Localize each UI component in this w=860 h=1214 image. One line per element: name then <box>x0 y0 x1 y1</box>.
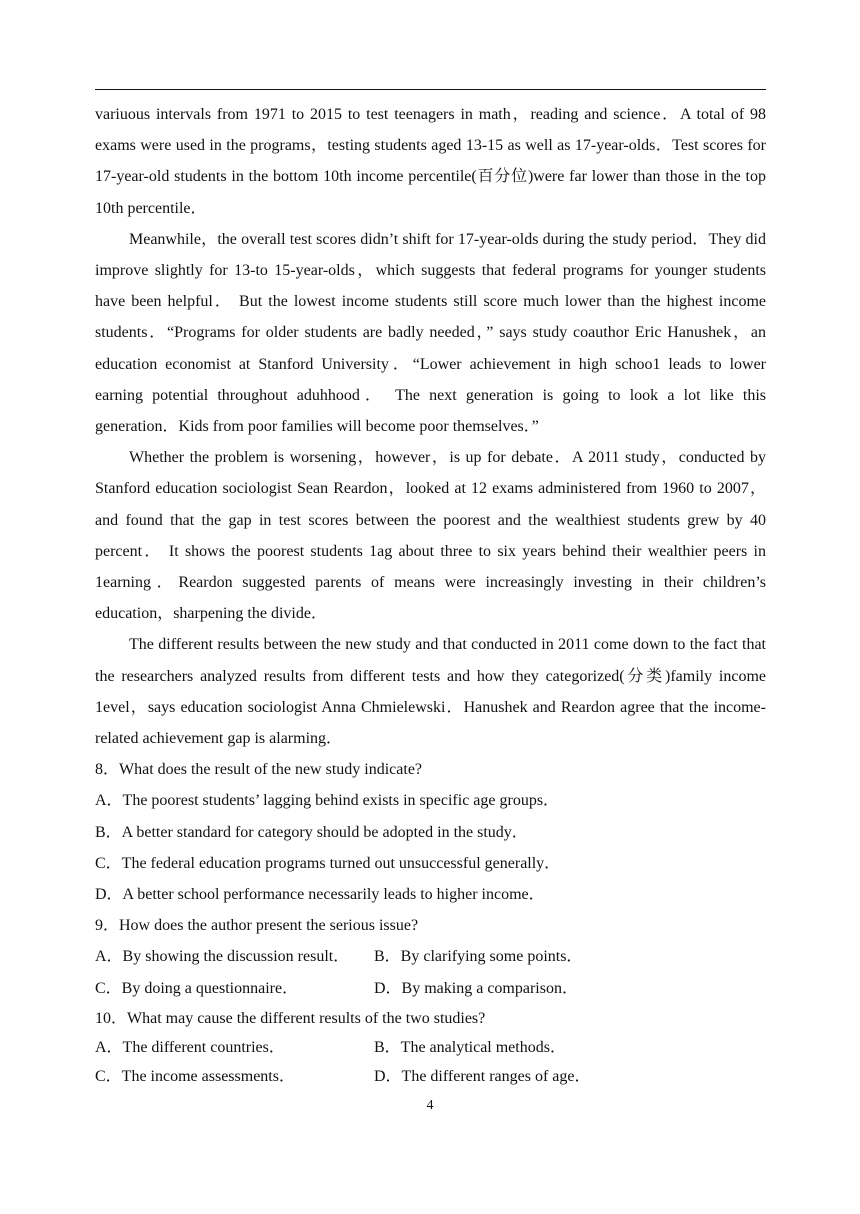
question-8 <box>95 754 766 910</box>
option-b: B．A better standard for category should be adopted in the study． <box>95 823 528 841</box>
question-stem: 10．What may cause the different results of the two studies? <box>95 1009 486 1027</box>
question-9 <box>95 910 766 1004</box>
question-10 <box>95 1004 766 1091</box>
option-c: C．By doing a questionnaire． <box>95 979 299 997</box>
option-a: A．By showing the discussion result． <box>95 948 350 966</box>
passage-paragraph-2: Meanwhile，the overall test scores didn’t shift for 17-year-olds during the study period．They did improve slightly for 13-to 15-year-olds，which suggests that federal programs for younger students have been helpful． But the lowest income students still score much lower than the highest income students．“Programs for older students are badly needed，” says study coauthor Eric Hanushek，an education economist at Stanford University．“Lower achievement in high schoo1 leads to lower earning potential throughout aduhhood． The next generation is going to look a lot like this generation．Kids from poor families will become poor themselves．” <box>95 230 766 436</box>
option-c: C．The income assessments． <box>95 1067 295 1085</box>
options-row <box>95 1033 766 1062</box>
page-content <box>95 99 766 1091</box>
option-d: D．A better school performance necessarily leads to higher income． <box>95 886 545 904</box>
passage-paragraph-1: variuous intervals from 1971 to 2015 to test teenagers in math，reading and science．A total of 98 exams were used in the programs，testing students aged 13-15 as well as 17-year-olds．Test scores for 17-year-old students in the bottom 10th income percentile(百分位)were far lower than those in the top 10th percentile． <box>95 106 767 217</box>
options-row <box>95 941 766 972</box>
option-d: D．The different ranges of age． <box>374 1067 591 1085</box>
option-b: B．By clarifying some points． <box>374 948 583 966</box>
passage-paragraph-3: Whether the problem is worsening，however，is up for debate．A 2011 study，conducted by Stanford education sociologist Sean Reardon，looked at 12 exams administered from 1960 to 2007，and found that the gap in test scores between the poorest and the wealthiest students grew by 40 percent． It shows the poorest students 1ag about three to six years behind their wealthier peers in 1earning．Reardon suggested parents of means were increasingly investing in their children’s education，sharpening the divide． <box>95 449 767 623</box>
options-row <box>95 1062 766 1091</box>
question-stem: 9．How does the author present the serious issue? <box>95 917 419 935</box>
header-rule <box>95 89 766 90</box>
option-b: B．The analytical methods． <box>374 1038 566 1056</box>
question-stem: 8．What does the result of the new study indicate? <box>95 761 423 779</box>
passage-paragraph-4: The different results between the new study and that conducted in 2011 come down to the fact that the researchers analyzed results from different tests and how they categorized(分类)family income 1evel，says education sociologist Anna Chmielewski．Hanushek and Reardon agree that the income-related achievement gap is alarming． <box>95 636 766 748</box>
options-row <box>95 973 766 1004</box>
option-c: C．The federal education programs turned out unsuccessful generally． <box>95 854 561 872</box>
option-a: A．The different countries． <box>95 1038 285 1056</box>
page-number: 4 <box>426 1098 434 1113</box>
option-d: D．By making a comparison． <box>374 979 578 997</box>
option-a: A．The poorest students’ lagging behind exists in specific age groups． <box>95 792 560 810</box>
